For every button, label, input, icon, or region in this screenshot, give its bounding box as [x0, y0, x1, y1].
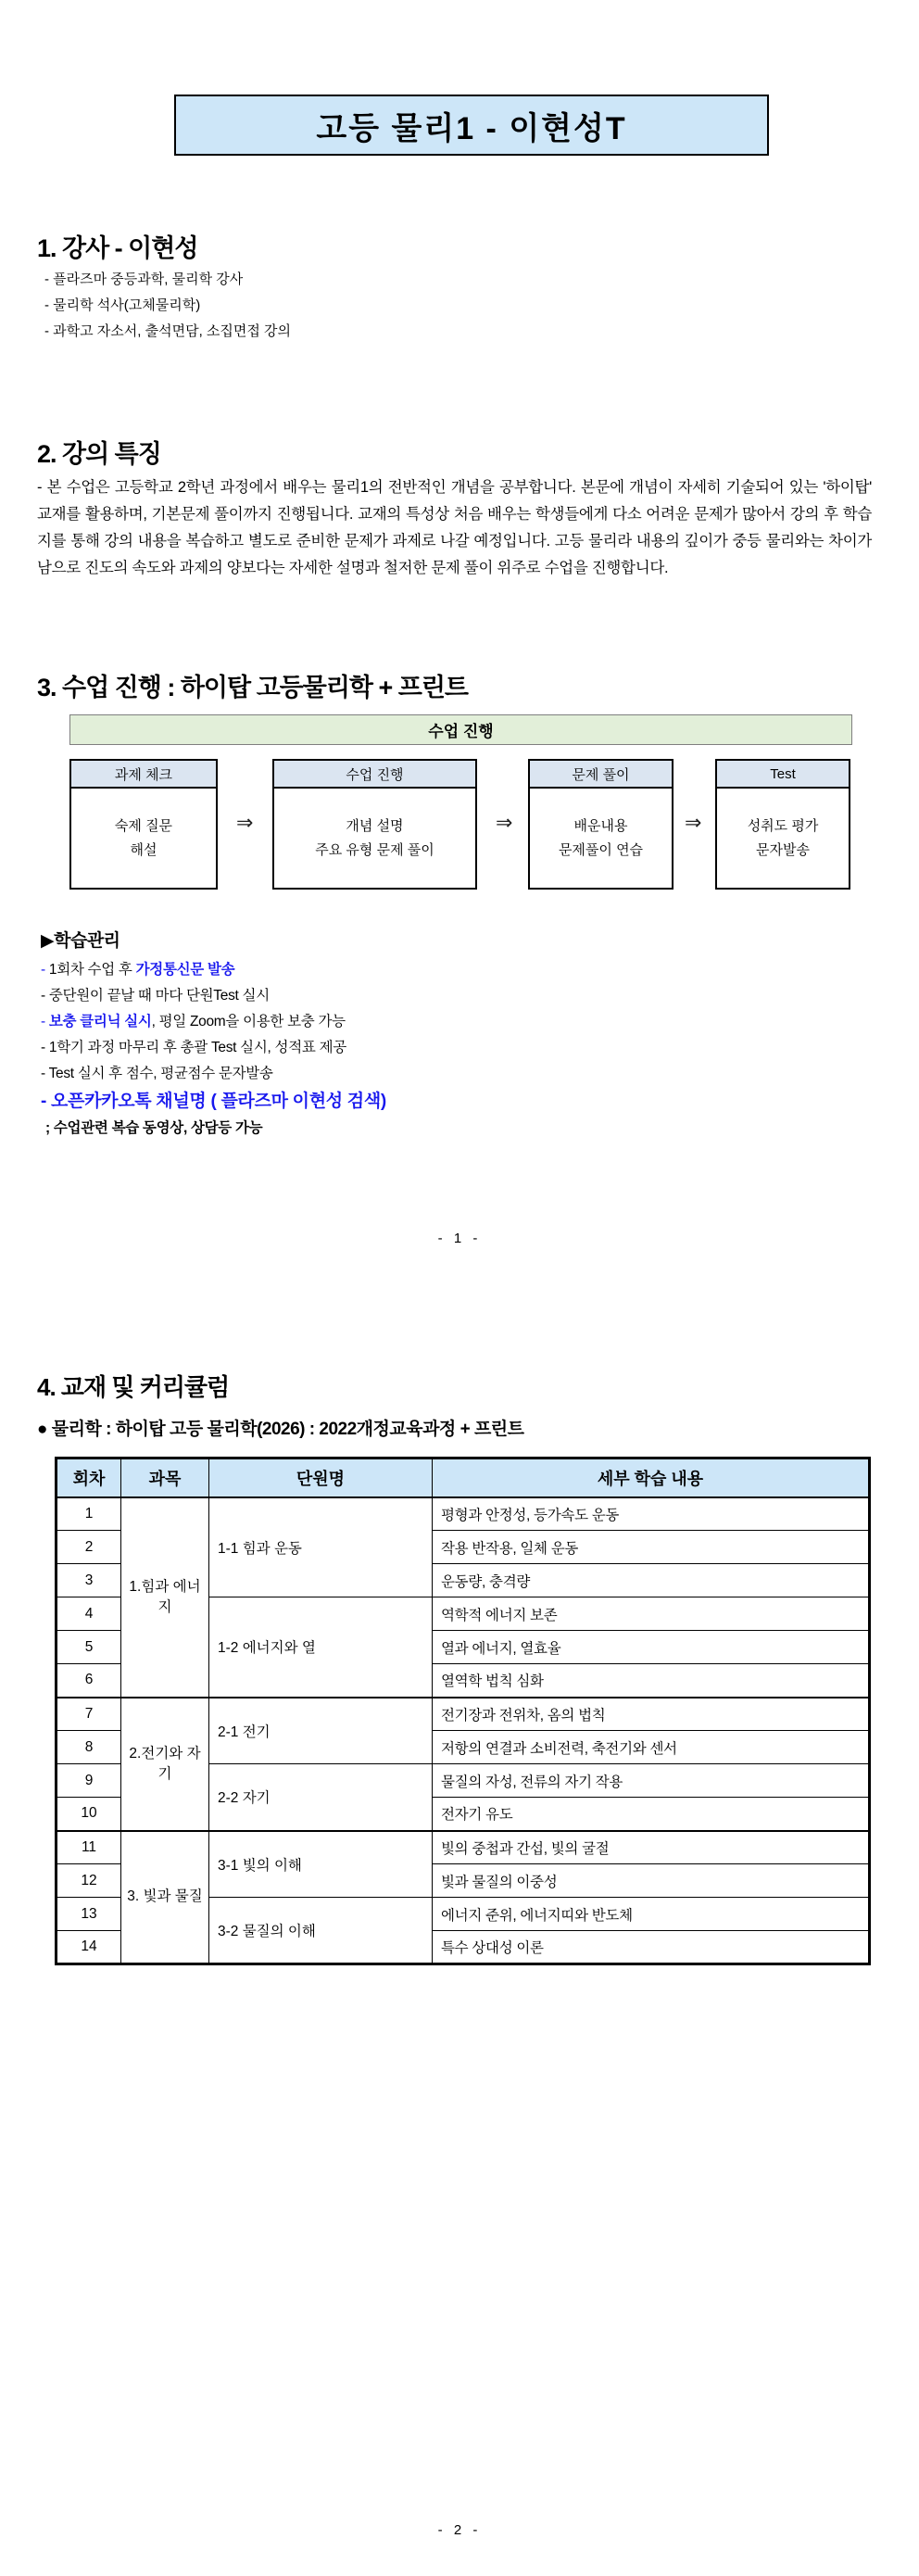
section2-heading: 2. 강의 특징: [37, 440, 161, 468]
cell-detail-content: 빛과 물질의 이중성: [433, 1864, 870, 1898]
flow-step-header: 수업 진행: [274, 761, 475, 789]
cell-session-number: 5: [57, 1631, 121, 1664]
cell-unit-name: 3-2 물질의 이해: [209, 1898, 433, 1964]
curriculum-row: [57, 1831, 870, 1864]
plain-text: , 평일 Zoom을 이용한 보충 가능: [151, 1014, 346, 1029]
flow-step-test: [715, 759, 850, 890]
page-number-1: - 1 -: [437, 1231, 482, 1246]
management-item: [41, 1009, 386, 1035]
class-flow-banner: 수업 진행: [69, 714, 852, 745]
cell-detail-content: 작용 반작용, 일체 운동: [433, 1531, 870, 1564]
plain-text: - Test 실시 후 점수, 평균점수 문자발송: [41, 1066, 273, 1081]
cell-session-number: 10: [57, 1798, 121, 1831]
course-description-paragraph: - 본 수업은 고등학교 2학년 과정에서 배우는 물리1의 전반적인 개념을 공부합니다. 본문에 개념이 자세히 기술되어 있는 '하이탑' 교재를 활용하며, 기본문제 풀이까지 진행됩니다. 교재의 특성상 처음 배우는 학생들에게 다소 어려운 문제가 많아서 강의 후 학습지를 통해 강의 내용을 복습하고 별도로 준비한 문제가 과제로 나갈 예정입니다. 고등 물리라 내용의 깊이가 중등 물리와는 차이가 남으로 진도의 속도와 과제의 양보다는 자세한 설명과 철저한 문제 풀이 위주로 수업을 진행합니다.: [37, 479, 872, 576]
flow-step-body: 숙제 질문 해설: [114, 817, 173, 858]
curriculum-header-row: [57, 1458, 870, 1497]
flow-step-homework-check: [69, 759, 218, 890]
management-item: [41, 1061, 386, 1087]
management-list: [41, 957, 386, 1142]
cell-subject: 2.전기와 자기: [121, 1698, 209, 1831]
cell-session-number: 11: [57, 1831, 121, 1864]
flow-arrow-icon: ⇒: [496, 811, 513, 834]
curriculum-table: [55, 1457, 871, 1965]
col-header-subject: 과목: [121, 1458, 209, 1497]
cell-session-number: 2: [57, 1531, 121, 1564]
management-heading: ▶학습관리: [41, 931, 120, 951]
col-header-session: 회차: [57, 1458, 121, 1497]
cell-detail-content: 저항의 연결과 소비전력, 축전기와 센서: [433, 1731, 870, 1764]
flow-step-body: 개념 설명 주요 유형 문제 풀이: [315, 817, 434, 858]
section3-heading: 3. 수업 진행 : 하이탑 고등물리학 + 프린트: [37, 674, 469, 701]
cell-subject: 3. 빛과 물질: [121, 1831, 209, 1964]
lecturer-bullet: - 과학고 자소서, 출석면담, 소집면접 강의: [44, 323, 292, 339]
cell-session-number: 1: [57, 1497, 121, 1531]
cell-detail-content: 열과 에너지, 열효율: [433, 1631, 870, 1664]
cell-unit-name: 1-2 에너지와 열: [209, 1597, 433, 1698]
cell-session-number: 9: [57, 1764, 121, 1798]
cell-unit-name: 3-1 빛의 이해: [209, 1831, 433, 1898]
cell-detail-content: 빛의 중첩과 간섭, 빛의 굴절: [433, 1831, 870, 1864]
cell-unit-name: 2-2 자기: [209, 1764, 433, 1831]
lecturer-bullet: - 물리학 석사(고체물리학): [44, 297, 201, 313]
page-number-2: - 2 -: [437, 2522, 482, 2538]
lecturer-bullet: - 플라즈마 중등과학, 물리학 강사: [44, 271, 244, 287]
col-header-detail: 세부 학습 내용: [433, 1458, 870, 1497]
highlighted-text: -: [41, 962, 49, 978]
lecturer-bullets: [44, 267, 291, 345]
highlighted-text: -: [41, 1014, 49, 1029]
flow-step-body: 성취도 평가 문자발송: [747, 817, 819, 858]
cell-session-number: 13: [57, 1898, 121, 1931]
curriculum-table-body: [57, 1497, 870, 1964]
document-title-box: [174, 95, 769, 156]
highlighted-text: 보충 클리닉 실시: [48, 1014, 152, 1029]
cell-detail-content: 열역학 법칙 심화: [433, 1664, 870, 1698]
section1-heading: 1. 강사 - 이현성: [37, 234, 198, 262]
cell-session-number: 4: [57, 1597, 121, 1631]
flow-arrow-icon: ⇒: [685, 811, 702, 834]
cell-session-number: 3: [57, 1564, 121, 1597]
curriculum-row: [57, 1497, 870, 1531]
cell-session-number: 7: [57, 1698, 121, 1731]
cell-detail-content: 에너지 준위, 에너지띠와 반도체: [433, 1898, 870, 1931]
plain-text: - 1학기 과정 마무리 후 총괄 Test 실시, 성적표 제공: [41, 1040, 346, 1055]
curriculum-row: [57, 1698, 870, 1731]
cell-detail-content: 전자기 유도: [433, 1798, 870, 1831]
cell-detail-content: 운동량, 충격량: [433, 1564, 870, 1597]
cell-subject: 1.힘과 에너지: [121, 1497, 209, 1698]
management-item: [41, 983, 386, 1009]
cell-detail-content: 역학적 에너지 보존: [433, 1597, 870, 1631]
cell-unit-name: 2-1 전기: [209, 1698, 433, 1764]
management-item: [41, 1087, 386, 1116]
section4-heading: 4. 교재 및 커리큘럼: [37, 1373, 230, 1401]
management-item: [41, 1116, 386, 1142]
plain-text: ; 수업관련 복습 동영상, 상담등 가능: [45, 1120, 263, 1136]
flow-step-lesson: [272, 759, 477, 890]
flow-step-header: 문제 풀이: [530, 761, 672, 789]
flow-step-header: 과제 체크: [71, 761, 216, 789]
cell-session-number: 14: [57, 1931, 121, 1964]
highlighted-text: 가정통신문 발송: [135, 962, 235, 978]
cell-detail-content: 평형과 안정성, 등가속도 운동: [433, 1497, 870, 1531]
plain-text: - 중단원이 끝날 때 마다 단원Test 실시: [41, 988, 270, 1004]
cell-session-number: 8: [57, 1731, 121, 1764]
cell-session-number: 12: [57, 1864, 121, 1898]
document-title: 고등 물리1 - 이현성T: [316, 110, 627, 146]
textbook-line: ● 물리학 : 하이탑 고등 물리학(2026) : 2022개정교육과정 + 프린트: [37, 1420, 524, 1439]
cell-session-number: 6: [57, 1664, 121, 1698]
flow-step-body: 배운내용 문제풀이 연습: [558, 817, 644, 858]
cell-detail-content: 특수 상대성 이론: [433, 1931, 870, 1964]
cell-detail-content: 전기장과 전위차, 옴의 법칙: [433, 1698, 870, 1731]
cell-unit-name: 1-1 힘과 운동: [209, 1497, 433, 1597]
cell-detail-content: 물질의 자성, 전류의 자기 작용: [433, 1764, 870, 1798]
management-item: [41, 957, 386, 983]
col-header-unit: 단원명: [209, 1458, 433, 1497]
plain-text: 1회차 수업 후: [48, 962, 136, 978]
highlighted-text: - 오픈카카오톡 채널명 ( 플라즈마 이현성 검색): [41, 1092, 386, 1111]
flow-arrow-icon: ⇒: [236, 811, 254, 834]
class-flow-diagram: [69, 759, 852, 890]
flow-step-header: Test: [717, 761, 849, 789]
flow-step-problem-solving: [528, 759, 674, 890]
management-item: [41, 1035, 386, 1061]
